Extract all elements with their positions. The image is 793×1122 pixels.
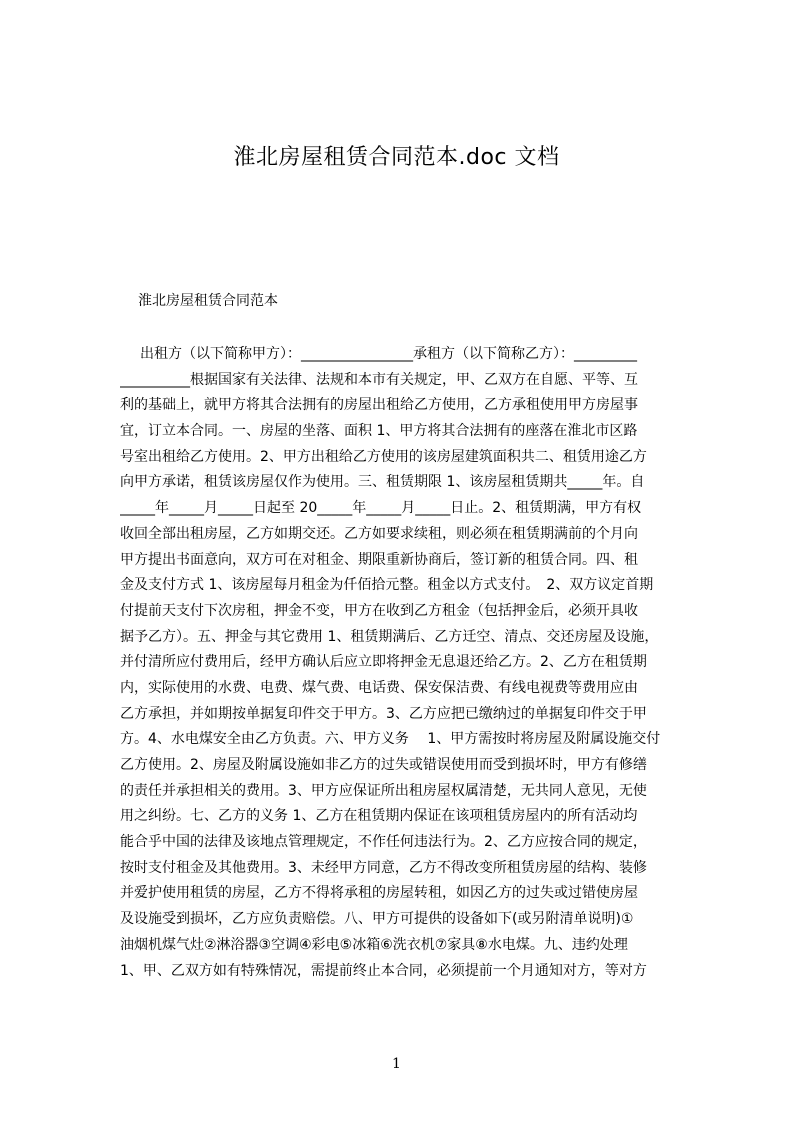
body-line: 号室出租给乙方使用。2、甲方出租给乙方使用的该房屋建筑面积共二、租赁用途乙方 bbox=[120, 448, 647, 465]
body-line: 利的基础上，就甲方将其合法拥有的房屋出租给乙方使用，乙方承租使用甲方房屋事 bbox=[120, 397, 638, 414]
body-line: 1、甲、乙双方如有特殊情况，需提前终止本合同，必须提前一个月通知对方，等对方 bbox=[120, 962, 647, 979]
body-line: 乙方使用。2、房屋及附属设施如非乙方的过失或错误使用而受到损坏时，甲方有修缮 bbox=[120, 757, 647, 773]
body-line: 据予乙方）。五、押金与其它费用 1、租赁期满后、乙方迁空、清点、交还房屋及设施， bbox=[120, 628, 659, 645]
body-line: 的责任并承担相关的费用。3、甲方应保证所出租房屋权属清楚，无共同人意见，无使 bbox=[120, 782, 647, 799]
body-line: 甲方提出书面意向，双方可在对租金、期限重新协商后，签订新的租赁合同。四、租 bbox=[120, 551, 638, 568]
body-line: 金及支付方式 1、该房屋每月租金为仟佰拾元整。租金以方式支付。 2、双方议定首期 bbox=[120, 577, 654, 594]
body-line: 方。4、水电煤安全由乙方负责。六、甲方义务 1、甲方需按时将房屋及附属设施交付 bbox=[120, 731, 661, 748]
body-line: 收回全部出租房屋，乙方如期交还。乙方如要求续租，则必须在租赁期满前的个月向 bbox=[120, 525, 638, 542]
body-line: 并付清所应付费用后，经甲方确认后应立即将押金无息退还给乙方。2、乙方在租赁期 bbox=[120, 654, 647, 671]
body-line: 向甲方承诺，租赁该房屋仅作为使用。三、租赁期限 1、该房屋租赁期共_____年。自 bbox=[120, 474, 645, 491]
body-line: 用之纠纷。七、乙方的义务 1、乙方在租赁期内保证在该项租赁房屋内的所有活动均 bbox=[120, 808, 638, 825]
body-line: 油烟机煤气灶②淋浴器③空调④彩电⑤冰箱⑥洗衣机⑦家具⑧水电煤。九、违约处理 bbox=[120, 936, 628, 953]
body-line: 付提前天支付下次房租，押金不变，甲方在收到乙方租金（包括押金后，必须开具收 bbox=[120, 602, 638, 619]
body-line: 及设施受到损坏，乙方应负责赔偿。八、甲方可提供的设备如下(或另附清单说明)① bbox=[120, 911, 634, 928]
contract-body bbox=[120, 342, 698, 984]
body-line: __________根据国家有关法律、法规和本市有关规定，甲、乙双方在自愿、平等、互 bbox=[120, 371, 638, 388]
body-line: 出租方（以下简称甲方）：________________承租方（以下简称乙方）：_________ bbox=[140, 346, 637, 362]
body-line: 宜，订立本合同。一、房屋的坐落、面积 1、甲方将其合法拥有的座落在淮北市区路 bbox=[120, 423, 638, 440]
body-line: 按时支付租金及其他费用。3、未经甲方同意，乙方不得改变所租赁房屋的结构、装修 bbox=[120, 859, 647, 876]
body-line: _____年_____月_____日起至 20_____年_____月_____日止。2、租赁期满，甲方有权 bbox=[120, 500, 642, 517]
body-line: 内，实际使用的水费、电费、煤气费、电话费、保安保洁费、有线电视费等费用应由 bbox=[120, 679, 638, 696]
body-line: 能合乎中国的法律及该地点管理规定，不作任何违法行为。2、乙方应按合同的规定， bbox=[120, 834, 647, 851]
page-number: 1 bbox=[392, 1056, 401, 1072]
body-line: 乙方承担，并如期按单据复印件交于甲方。3、乙方应把已缴纳过的单据复印件交于甲 bbox=[120, 705, 647, 722]
document-title: 淮北房屋租赁合同范本.doc 文档 bbox=[233, 145, 560, 170]
body-line: 并爱护使用租赁的房屋，乙方不得将承租的房屋转租，如因乙方的过失或过错使房屋 bbox=[120, 885, 638, 902]
document-subtitle: 淮北房屋租赁合同范本 bbox=[138, 293, 278, 309]
